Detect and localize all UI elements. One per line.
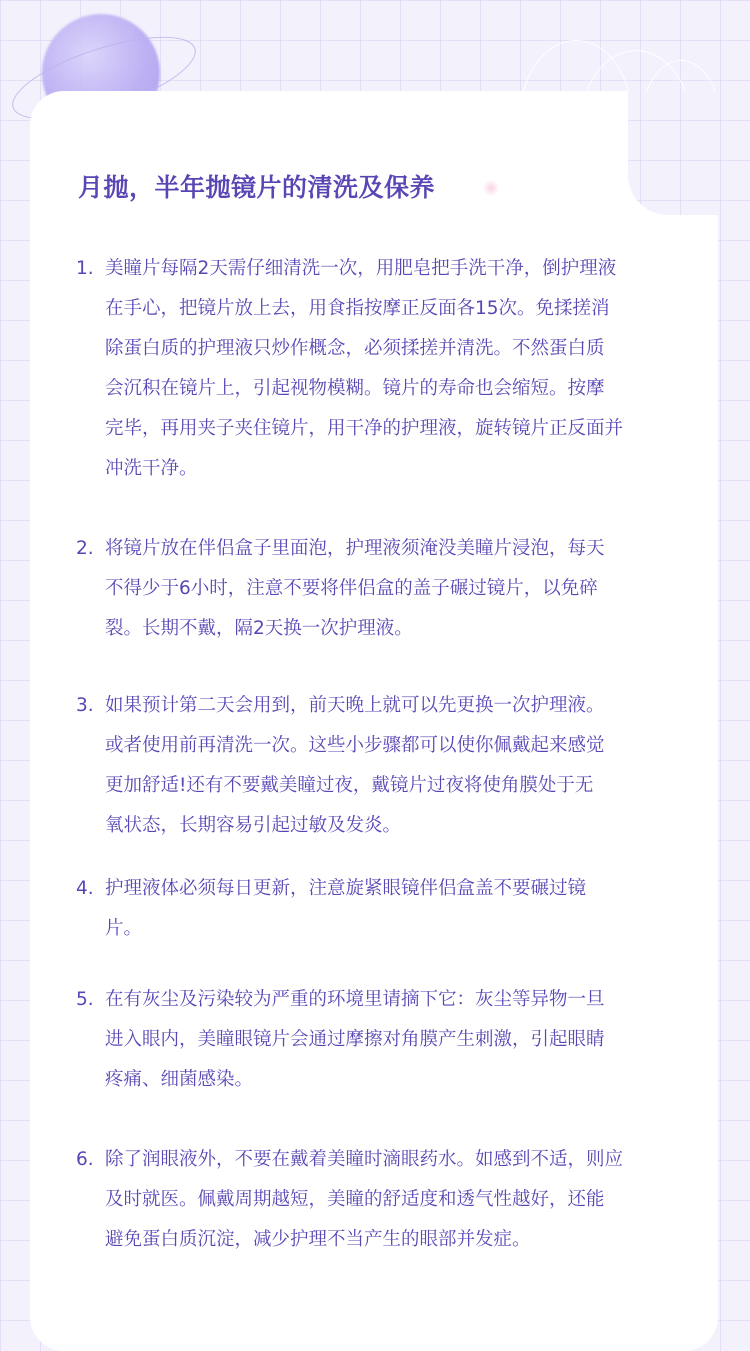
title-accent-dot xyxy=(483,180,499,196)
list-item xyxy=(76,529,676,649)
item-text xyxy=(105,686,676,846)
item-text xyxy=(105,869,676,949)
item-text xyxy=(105,529,676,649)
item-line: 护理液体必须每日更新，注意旋紧眼镜伴侣盒盖不要碾过镜 xyxy=(105,878,587,899)
list-item xyxy=(76,249,676,489)
item-text xyxy=(105,980,676,1100)
item-line: 或者使用前再清洗一次。这些小步骤都可以使你佩戴起来感觉 xyxy=(105,735,605,756)
item-line: 氧状态，长期容易引起过敏及发炎。 xyxy=(105,815,402,836)
item-text xyxy=(105,249,676,489)
item-line: 片。 xyxy=(105,918,143,939)
list-item xyxy=(76,1140,676,1260)
item-line: 裂。长期不戴，隔2天换一次护理液。 xyxy=(105,618,413,639)
item-number: 6. xyxy=(76,1149,94,1170)
item-line: 将镜片放在伴侣盒子里面泡，护理液须淹没美瞳片浸泡，每天 xyxy=(105,538,605,559)
item-line: 完毕，再用夹子夹住镜片，用干净的护理液，旋转镜片正反面并 xyxy=(105,418,624,439)
item-number: 4. xyxy=(76,878,94,899)
item-line: 疼痛、细菌感染。 xyxy=(105,1069,254,1090)
item-line: 在手心，把镜片放上去，用食指按摩正反面各15次。免揉搓消 xyxy=(105,298,610,319)
item-line: 在有灰尘及污染较为严重的环境里请摘下它：灰尘等异物一旦 xyxy=(105,989,605,1010)
card-corner-cutout xyxy=(628,91,724,215)
item-text xyxy=(105,1140,676,1260)
item-line: 更加舒适!还有不要戴美瞳过夜，戴镜片过夜将使角膜处于无 xyxy=(105,775,594,796)
item-number: 5. xyxy=(76,989,94,1010)
item-line: 冲洗干净。 xyxy=(105,458,198,479)
list-item xyxy=(76,980,676,1100)
item-line: 除了润眼液外，不要在戴着美瞳时滴眼药水。如感到不适，则应 xyxy=(105,1149,624,1170)
item-line: 不得少于6小时，注意不要将伴侣盒的盖子碾过镜片，以免碎 xyxy=(105,578,598,599)
item-line: 如果预计第二天会用到，前天晚上就可以先更换一次护理液。 xyxy=(105,695,605,716)
list-item xyxy=(76,686,676,846)
page-title: 月抛，半年抛镜片的清洗及保养 xyxy=(78,173,436,202)
item-line: 进入眼内，美瞳眼镜片会通过摩擦对角膜产生刺激，引起眼睛 xyxy=(105,1029,605,1050)
item-line: 除蛋白质的护理液只炒作概念，必须揉搓并清洗。不然蛋白质 xyxy=(105,338,605,359)
item-line: 美瞳片每隔2天需仔细清洗一次，用肥皂把手洗干净，倒护理液 xyxy=(105,258,617,279)
item-number: 1. xyxy=(76,258,94,279)
list-item xyxy=(76,869,676,949)
item-number: 3. xyxy=(76,695,94,716)
item-line: 会沉积在镜片上，引起视物模糊。镜片的寿命也会缩短。按摩 xyxy=(105,378,605,399)
item-line: 避免蛋白质沉淀，减少护理不当产生的眼部并发症。 xyxy=(105,1229,531,1250)
item-line: 及时就医。佩戴周期越短，美瞳的舒适度和透气性越好，还能 xyxy=(105,1189,605,1210)
item-number: 2. xyxy=(76,538,94,559)
